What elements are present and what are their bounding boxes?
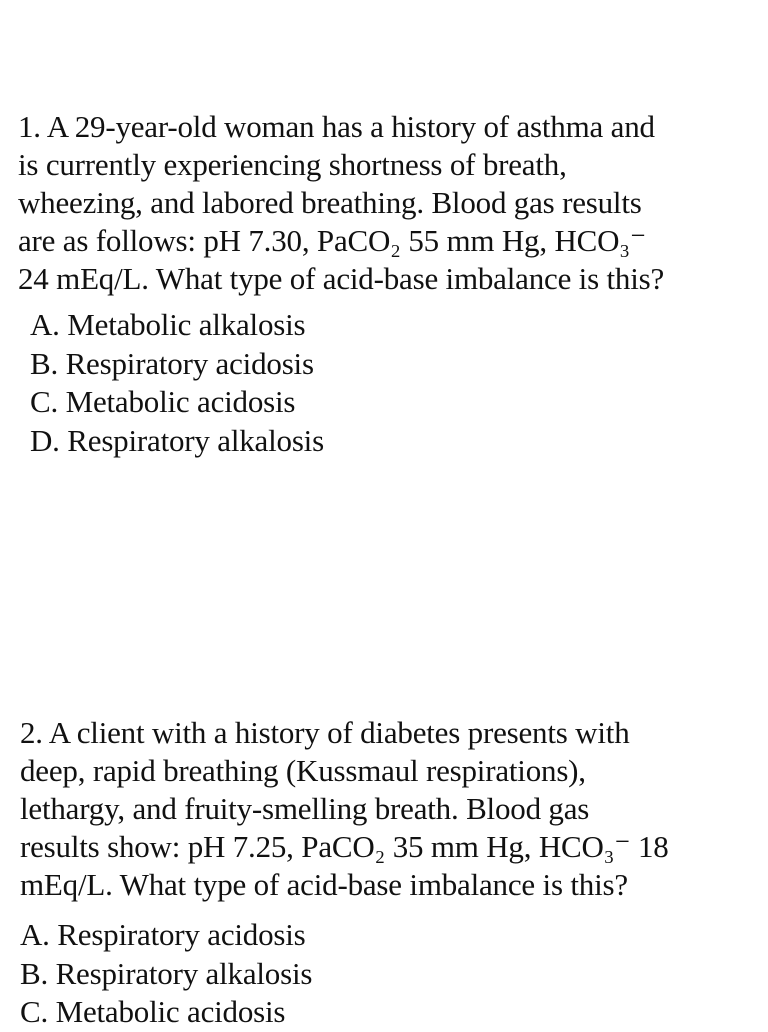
question-2 bbox=[20, 714, 760, 1032]
question-1-stem bbox=[18, 108, 758, 298]
question-stem-line: results show: pH 7.25, PaCO₂ 35 mm Hg, HCO₃⁻ 18 bbox=[20, 829, 669, 864]
answer-option-d[interactable]: D. Respiratory alkalosis bbox=[30, 422, 324, 458]
question-stem-line: mEq/L. What type of acid-base imbalance is this? bbox=[20, 867, 628, 902]
question-stem-line: is currently experiencing shortness of breath, bbox=[18, 147, 567, 182]
answer-option-a[interactable]: A. Metabolic alkalosis bbox=[30, 307, 306, 342]
question-stem-line: are as follows: pH 7.30, PaCO₂ 55 mm Hg, HCO₃⁻ bbox=[18, 223, 647, 258]
answer-option-c[interactable]: C. Metabolic acidosis bbox=[30, 384, 296, 419]
answer-option-c[interactable]: C. Metabolic acidosis bbox=[20, 994, 286, 1029]
question-2-options bbox=[20, 916, 760, 1032]
question-2-stem bbox=[20, 714, 760, 904]
question-stem-line: deep, rapid breathing (Kussmaul respirations), bbox=[20, 753, 586, 788]
question-stem-line: 1. A 29-year-old woman has a history of asthma and bbox=[18, 109, 655, 144]
answer-option-b[interactable]: B. Respiratory acidosis bbox=[30, 345, 314, 381]
question-1 bbox=[18, 108, 758, 460]
question-stem-line: 2. A client with a history of diabetes presents with bbox=[20, 715, 630, 750]
question-stem-line: wheezing, and labored breathing. Blood gas results bbox=[18, 185, 642, 220]
question-stem-line: lethargy, and fruity-smelling breath. Blood gas bbox=[20, 791, 590, 826]
answer-option-b[interactable]: B. Respiratory alkalosis bbox=[20, 955, 313, 991]
answer-option-a[interactable]: A. Respiratory acidosis bbox=[20, 917, 306, 952]
question-stem-line: 24 mEq/L. What type of acid-base imbalance is this? bbox=[18, 261, 665, 296]
question-1-options bbox=[30, 306, 758, 460]
